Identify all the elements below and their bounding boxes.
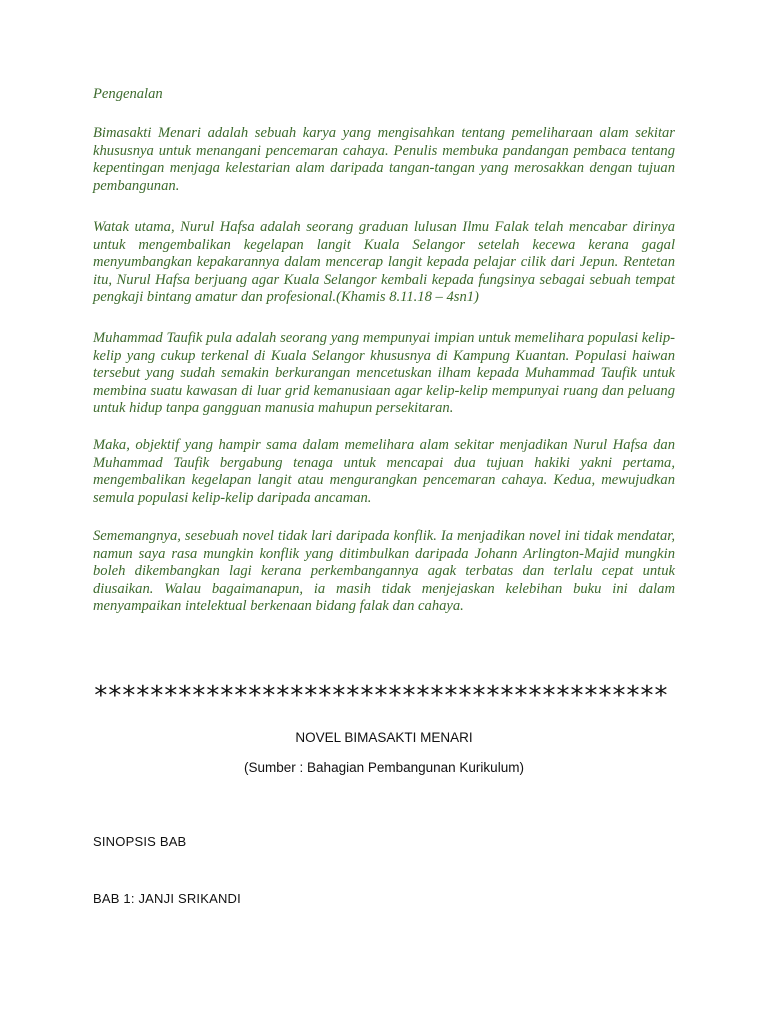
- source-citation: (Sumber : Bahagian Pembangunan Kurikulum): [244, 760, 524, 775]
- chapter-1-heading: BAB 1: JANJI SRIKANDI: [93, 891, 241, 906]
- paragraph-intro: Bimasakti Menari adalah sebuah karya yang mengisahkan tentang pemeliharaan alam sekitar khususnya untuk menangani pencemaran cahaya. Penulis membuka pandangan pembaca tentang kepentingan menjaga kelestarian alam daripada tangan-tangan yang merosakkan dengan tujuan pembangunan.: [93, 125, 675, 194]
- paragraph-muhammad-taufik: Muhammad Taufik pula adalah seorang yang mempunyai impian untuk memelihara populasi kelip-kelip yang cukup terkenal di Kuala Selangor khususnya di Kampung Kuantan. Populasi haiwan tersebut yang sudah semakin berkurangan mencetuskan ilham kepada Muhammad Taufik untuk membina suatu kawasan di luar grid kemanusiaan agar kelip-kelip mempunyai ruang dan peluang untuk hidup tanpa gangguan manusia mahupun persekitaran.: [93, 330, 675, 416]
- paragraph-main-character: Watak utama, Nurul Hafsa adalah seorang graduan lulusan Ilmu Falak telah mencabar dirinya untuk mengembalikan kegelapan langit Kuala Selangor setelah kecewa kerana gagal menyumbangkan kepakarannya dalam mencerap langit kepada pelajar cilik dari Jepun. Rentetan itu, Nurul Hafsa berjuang agar Kuala Selangor kembali kepada fungsinya sebagai sebuah tempat pengkaji bintang amatur dan profesional.(Khamis 8.11.18 – 4sn1): [93, 219, 675, 305]
- paragraph-objective: Maka, objektif yang hampir sama dalam memelihara alam sekitar menjadikan Nurul Hafsa dan Muhammad Taufik bergabung tenaga untuk mencapai dua tujuan hakiki yakni pertama, mengembalikan kegelapan langit atau mengurangkan pencemaran cahaya. Kedua, mewujudkan semula populasi kelip-kelip daripada ancaman.: [93, 437, 675, 506]
- asterisk-separator: *****************************************: [93, 681, 668, 711]
- paragraph-conflict: Sememangnya, sesebuah novel tidak lari daripada konflik. Ia menjadikan novel ini tidak mendatar, namun saya rasa mungkin konflik yang ditimbulkan daripada Johann Arlington-Majid mungkin boleh dikembangkan lagi kerana perkembangannya agak terbatas dan terlalu cepat untuk diusaikan. Walau bagaimanapun, ia masih tidak menjejaskan kelebihan buku ini dalam menyampaikan intelektual berkenaan bidang falak dan cahaya.: [93, 528, 675, 614]
- sinopsis-heading: SINOPSIS BAB: [93, 834, 187, 849]
- novel-title: NOVEL BIMASAKTI MENARI: [295, 730, 473, 745]
- section-heading: Pengenalan: [93, 86, 163, 102]
